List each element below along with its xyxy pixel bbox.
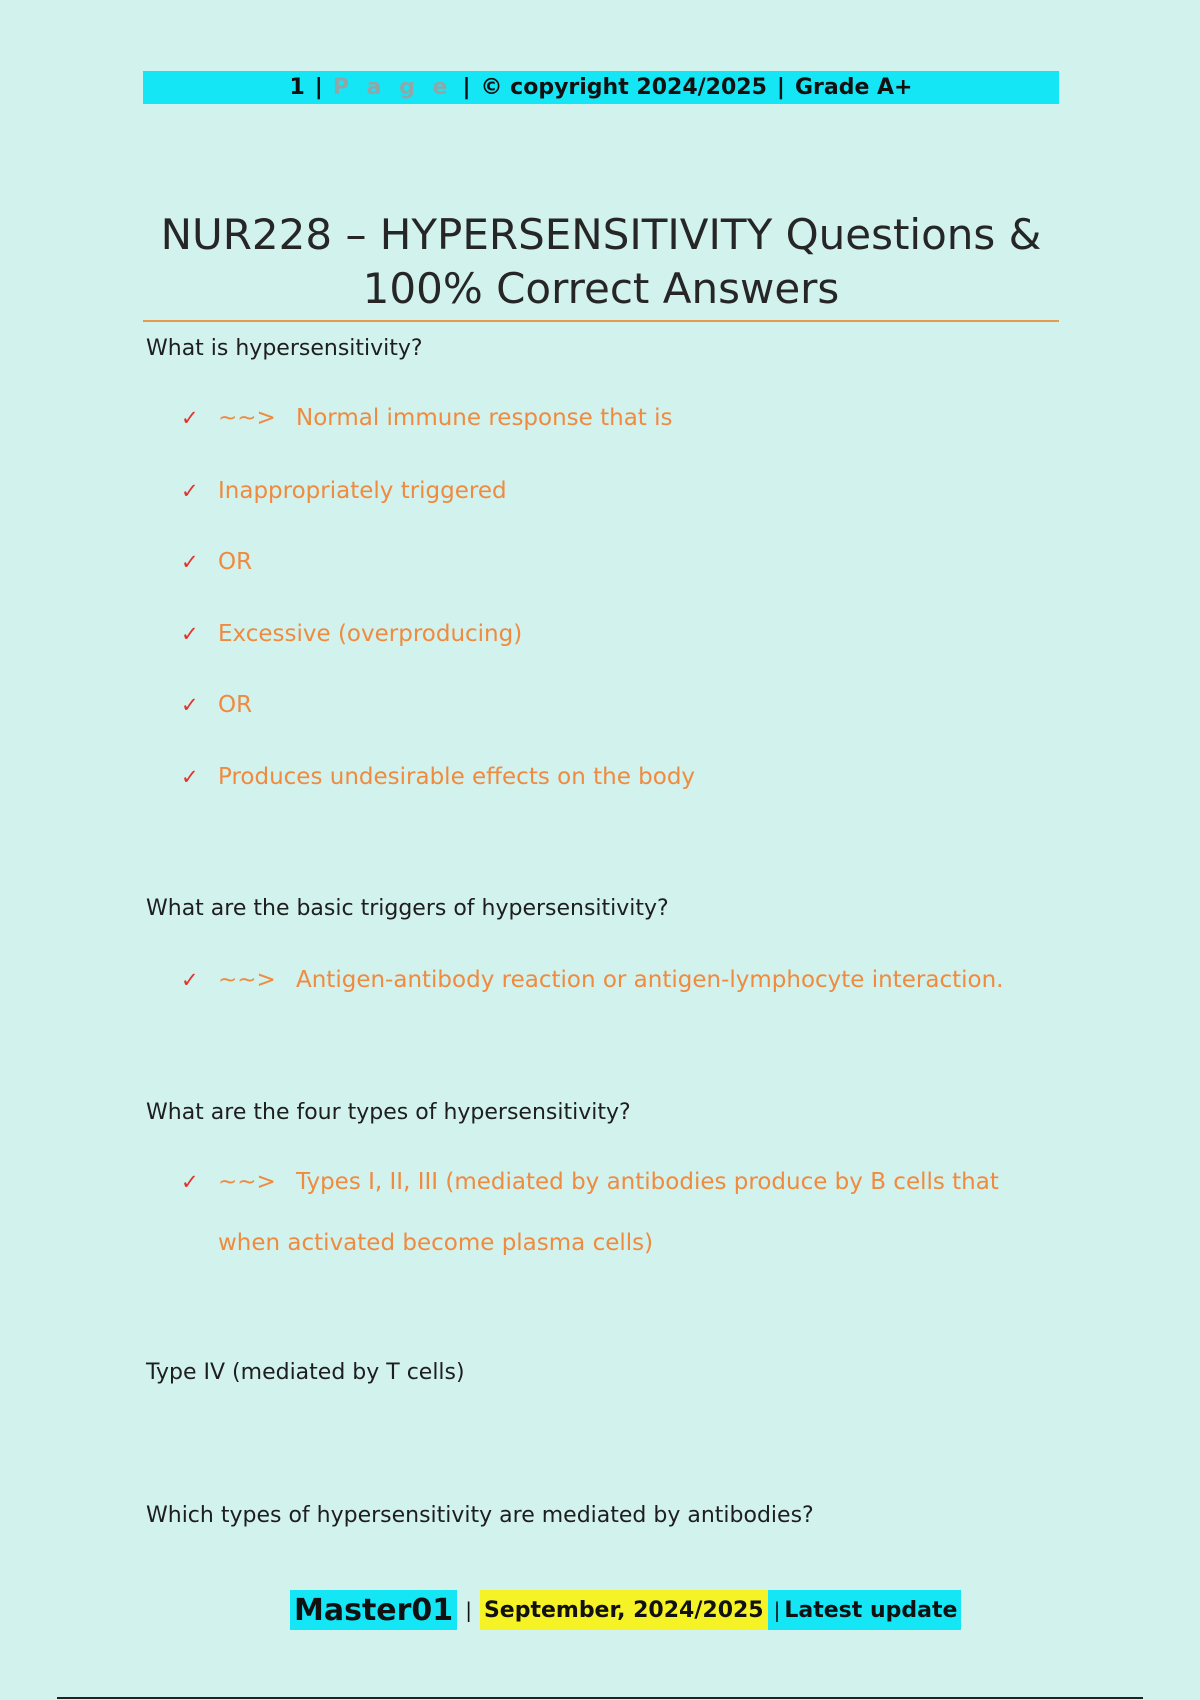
grade-text: Grade A+ xyxy=(794,75,913,100)
document-title xyxy=(143,208,1059,316)
answer-text: Excessive (overproducing) xyxy=(218,621,523,647)
bottom-rule xyxy=(57,1697,1143,1699)
footer-update-label: Latest update xyxy=(784,1590,961,1630)
answer-text: OR xyxy=(218,549,253,575)
question-text: What are the basic triggers of hypersensitivity? xyxy=(146,896,669,921)
answer-item xyxy=(181,549,252,575)
footer-separator: | xyxy=(768,1590,785,1630)
title-underline xyxy=(143,320,1059,322)
header-separator: | xyxy=(314,75,323,100)
header-separator: | xyxy=(462,75,471,100)
check-icon: ✓ xyxy=(181,693,199,717)
answer-item xyxy=(181,692,252,718)
question-text: What are the four types of hypersensitivity? xyxy=(146,1100,631,1125)
page-footer xyxy=(290,1590,961,1630)
check-icon: ✓ xyxy=(181,550,199,574)
plain-text-line: Type IV (mediated by T cells) xyxy=(146,1360,465,1385)
answer-item xyxy=(181,967,1003,993)
check-icon: ✓ xyxy=(181,1170,199,1194)
question-text: Which types of hypersensitivity are mediated by antibodies? xyxy=(146,1503,814,1528)
arrow-marker: ~~> xyxy=(218,967,276,993)
answer-text: Antigen-antibody reaction or antigen-lymphocyte interaction. xyxy=(296,967,1004,993)
page-number: 1 xyxy=(289,75,305,100)
answer-text: Normal immune response that is xyxy=(296,405,673,431)
answer-text: Produces undesirable effects on the body xyxy=(218,764,696,790)
check-icon: ✓ xyxy=(181,479,199,503)
question-text: What is hypersensitivity? xyxy=(146,336,423,361)
copyright-text: © copyright 2024/2025 xyxy=(480,75,767,100)
answer-item xyxy=(181,1169,999,1195)
check-icon: ✓ xyxy=(181,406,199,430)
answer-item xyxy=(181,621,522,647)
page-header-bar xyxy=(143,71,1059,104)
arrow-marker: ~~> xyxy=(218,1169,276,1195)
author-name: Master01 xyxy=(290,1590,457,1630)
answer-continuation: when activated become plasma cells) xyxy=(218,1230,654,1256)
footer-separator: | xyxy=(465,1598,472,1622)
page-word: P a g e xyxy=(332,75,453,100)
answer-item xyxy=(181,478,507,504)
header-separator: | xyxy=(776,75,785,100)
answer-text: Inappropriately triggered xyxy=(218,478,507,504)
title-line-2: 100% Correct Answers xyxy=(362,264,840,313)
answer-item xyxy=(181,405,673,431)
footer-date: September, 2024/2025 xyxy=(480,1590,768,1630)
answer-text: Types I, II, III (mediated by antibodies produce by B cells that xyxy=(296,1169,999,1195)
answer-item xyxy=(181,764,695,790)
answer-text: OR xyxy=(218,692,253,718)
title-line-1: NUR228 – HYPERSENSITIVITY Questions & xyxy=(160,210,1042,259)
check-icon: ✓ xyxy=(181,968,199,992)
check-icon: ✓ xyxy=(181,622,199,646)
arrow-marker: ~~> xyxy=(218,405,276,431)
check-icon: ✓ xyxy=(181,765,199,789)
